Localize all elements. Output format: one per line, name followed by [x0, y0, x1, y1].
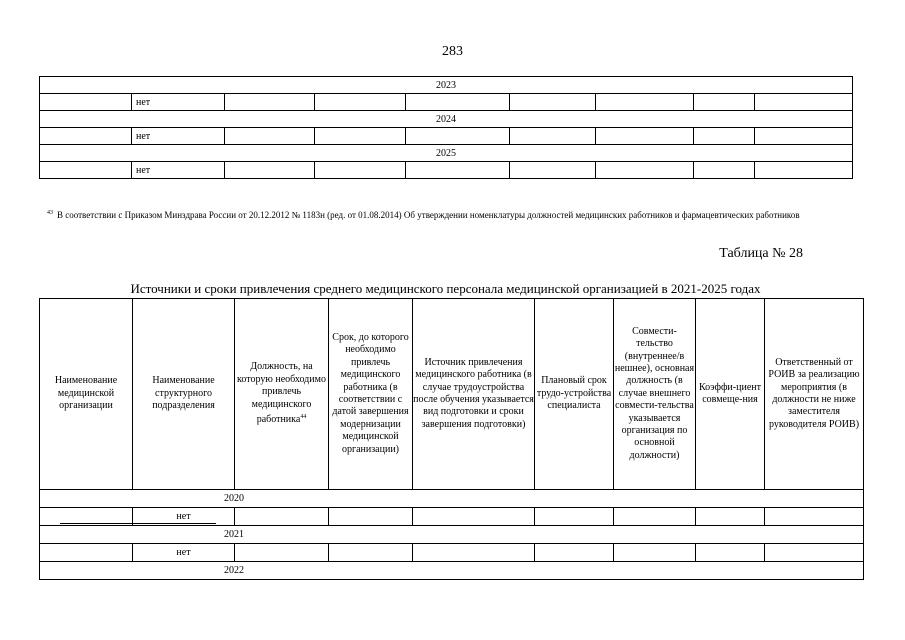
year-label: 2022	[40, 562, 864, 580]
year-label: 2020	[40, 490, 864, 508]
value-cell: нет	[132, 128, 225, 145]
header-row	[40, 299, 864, 490]
column-header: Наименование структурного подразделения	[133, 299, 235, 490]
year-label: 2021	[40, 526, 864, 544]
page-number: 283	[442, 44, 463, 59]
footnote-ref: 44	[300, 414, 307, 421]
column-header	[235, 299, 329, 490]
column-header: Ответственный от РОИВ за реализацию мероприятия (в должности не ниже заместителя руководителя РОИВ)	[765, 299, 864, 490]
table-row	[40, 162, 853, 179]
table-row	[40, 94, 853, 111]
year-label: 2025	[40, 145, 853, 162]
value-cell: нет	[132, 162, 225, 179]
footnote-text: В соответствии с Приказом Минздрава России от 20.12.2012 № 1183н (ред. от 01.08.2014) Об утверждении номенклатуры должностей медицинских работников и фармацевтических работников	[57, 210, 800, 220]
year-label: 2024	[40, 111, 853, 128]
value-cell: нет	[133, 508, 235, 526]
table-row	[40, 544, 864, 562]
year-row	[40, 145, 853, 162]
year-row	[40, 526, 864, 544]
year-row	[40, 562, 864, 580]
table-title: Источники и сроки привлечения среднего медицинского персонала медицинской организацией в 2021-2025 годах	[130, 281, 761, 296]
column-header: Наименование медицинской организации	[40, 299, 133, 490]
table-row	[40, 128, 853, 145]
column-header: Плановый срок трудо-устройства специалиста	[535, 299, 614, 490]
footnote	[47, 207, 817, 221]
table-28	[39, 298, 864, 580]
column-header: Срок, до которого необходимо привлечь медицинского работника (в соответствии с датой завершения модернизации медицинской организации)	[329, 299, 413, 490]
footnote-mark: 43	[47, 210, 53, 216]
table-number: Таблица № 28	[719, 246, 803, 261]
underline-mark	[60, 523, 216, 524]
year-label: 2023	[40, 77, 853, 94]
year-row	[40, 77, 853, 94]
column-header: Источник привлечения медицинского работника (в случае трудоустройства после обучения указывается вид подготовки и сроки завершения подготовки)	[413, 299, 535, 490]
year-row	[40, 490, 864, 508]
value-cell: нет	[133, 544, 235, 562]
year-row	[40, 111, 853, 128]
value-cell: нет	[132, 94, 225, 111]
table-2023-2025	[39, 76, 853, 179]
column-header: Коэффи-циент совмеще-ния	[696, 299, 765, 490]
column-header: Совмести-тельство (внутреннее/в нешнее), основная должность (в случае внешнего совмести-тельства указывается организация по основной должности)	[614, 299, 696, 490]
column-header-text: Должность, на которую необходимо привлечь медицинского работника	[237, 361, 326, 426]
